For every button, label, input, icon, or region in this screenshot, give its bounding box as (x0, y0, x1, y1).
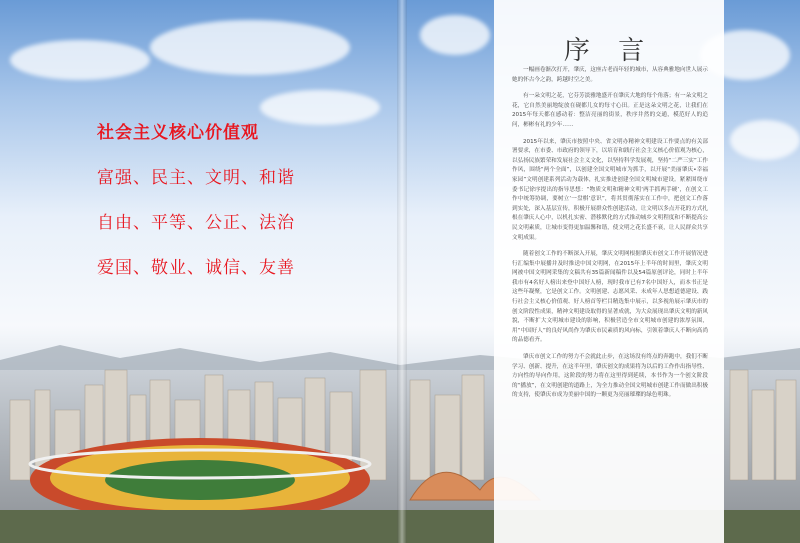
preface-paragraph: 2015年以来，肇庆市按照中央、省文明办精神文明建设工作要点的有关部署要求，在市委、市政府的领导下，以培育和践行社会主义核心价值观为核心，以弘扬民族繁荣和发展社会主义文化，以坚持科学发展观，坚持“二严三实”工作作风，围绕“两个全面”，以创建全国文明城市为抓手，以开展“美丽肇庆•幸福家园”文明创建系列活动为载体，扎实推进创建全国文明城市建设。紧紧围绕市委书记徐序提出的指导思想：“物质文明和精神文明‘两手抓两手硬’，在创文工作中统筹协调，要树立‘一盘棋’意识”，将其贯彻落实在工作中，把创文工作落到实处，深入基层宣传，积极开展群众性创建活动，让文明以多点开花的方式扎根在肇庆人心中，以机扎实密、潜移默化的方式推动城乡文明程度和不断提高公民文明素质，让城市变得更加温馨和谐，使文明之花长盛不衰，让人民群众共享文明成果。 (512, 138, 708, 241)
cloud (10, 40, 150, 80)
preface-paragraph: 随着创文工作的不断深入开展，肇庆文明网根据肇庆市创文工作开展情况进行汇编集中展播并及时推送中国文明网，在2015年上半年的时间里，肇庆文明网被中国文明网采集的文稿共有35篇新闻稿件以及54篇原创评论，同时上半年我市有4名好人榜出来登中国好人榜，现时我市已有7名中国好人，而本书正是这些年凝聚，它是创文工作。文明创建、志愿风采、未成年人思想道德建设、践行社会主义核心价值观、好人榜首等栏目精选集中展示，以多视角展示肇庆市的创文阶段性成果，精神文明建设取得的显著成就，为大众展现出肇庆文明的新风貌，不断扩大文明城市建设的影响，积极营造全市文明城市创建的浓厚氛围，用“中国好人”的良好风尚作为肇庆市民素质的风向标，引领着肇庆人不断向高尚的品德看齐。 (512, 251, 708, 344)
preface-body (512, 66, 708, 408)
core-values-line: 爱国、敬业、诚信、友善 (97, 258, 295, 278)
preface-panel (494, 0, 724, 543)
preface-paragraph: 肇庆市创文工作的努力不会就此止步，在这场没有终点的奔跑中，我们不断学习、创新、提升，在这半年里，肇庆创文的成果将为以后的工作作出指导性、方向性的导向作用，这阶段的努力将在这里得到延续，本书作为一个创文阶段的“播放”，在文明创建的道路上，为全力推动全国文明城市创建工作而做出积极的支持，使肇庆市成为美丽中国的一颗更为亮丽璀璨的绿色明珠。 (512, 354, 708, 399)
cloud (730, 120, 800, 160)
cloud (150, 20, 350, 75)
preface-paragraph: 有一朵文明之花，它芬芳淡雅地盛开在肇庆大地的每个角落；有一朵文明之花，它自然美丽地绽放在砚都儿女的每寸心田。正是这朵文明之花，让我们在2015年每天都在感动着：整洁亮丽的街景，秩序井然的交通，模范好人的追问，彬彬有礼的少年…… (512, 93, 708, 128)
core-values-title: 社会主义核心价值观 (97, 123, 259, 143)
core-values-block (97, 118, 295, 298)
page-gutter (397, 0, 407, 543)
core-values-line: 自由、平等、公正、法治 (97, 213, 295, 233)
preface-paragraph: 一幅画卷渐次打开，肇庆，这座古老而年轻的城市，从容典雅地向世人展示她的怀古今之韵，跨越时空之美。 (512, 67, 708, 83)
cloud (420, 15, 490, 55)
core-values-line: 富强、民主、文明、和谐 (97, 168, 295, 188)
preface-title: 序 言 (563, 36, 655, 66)
